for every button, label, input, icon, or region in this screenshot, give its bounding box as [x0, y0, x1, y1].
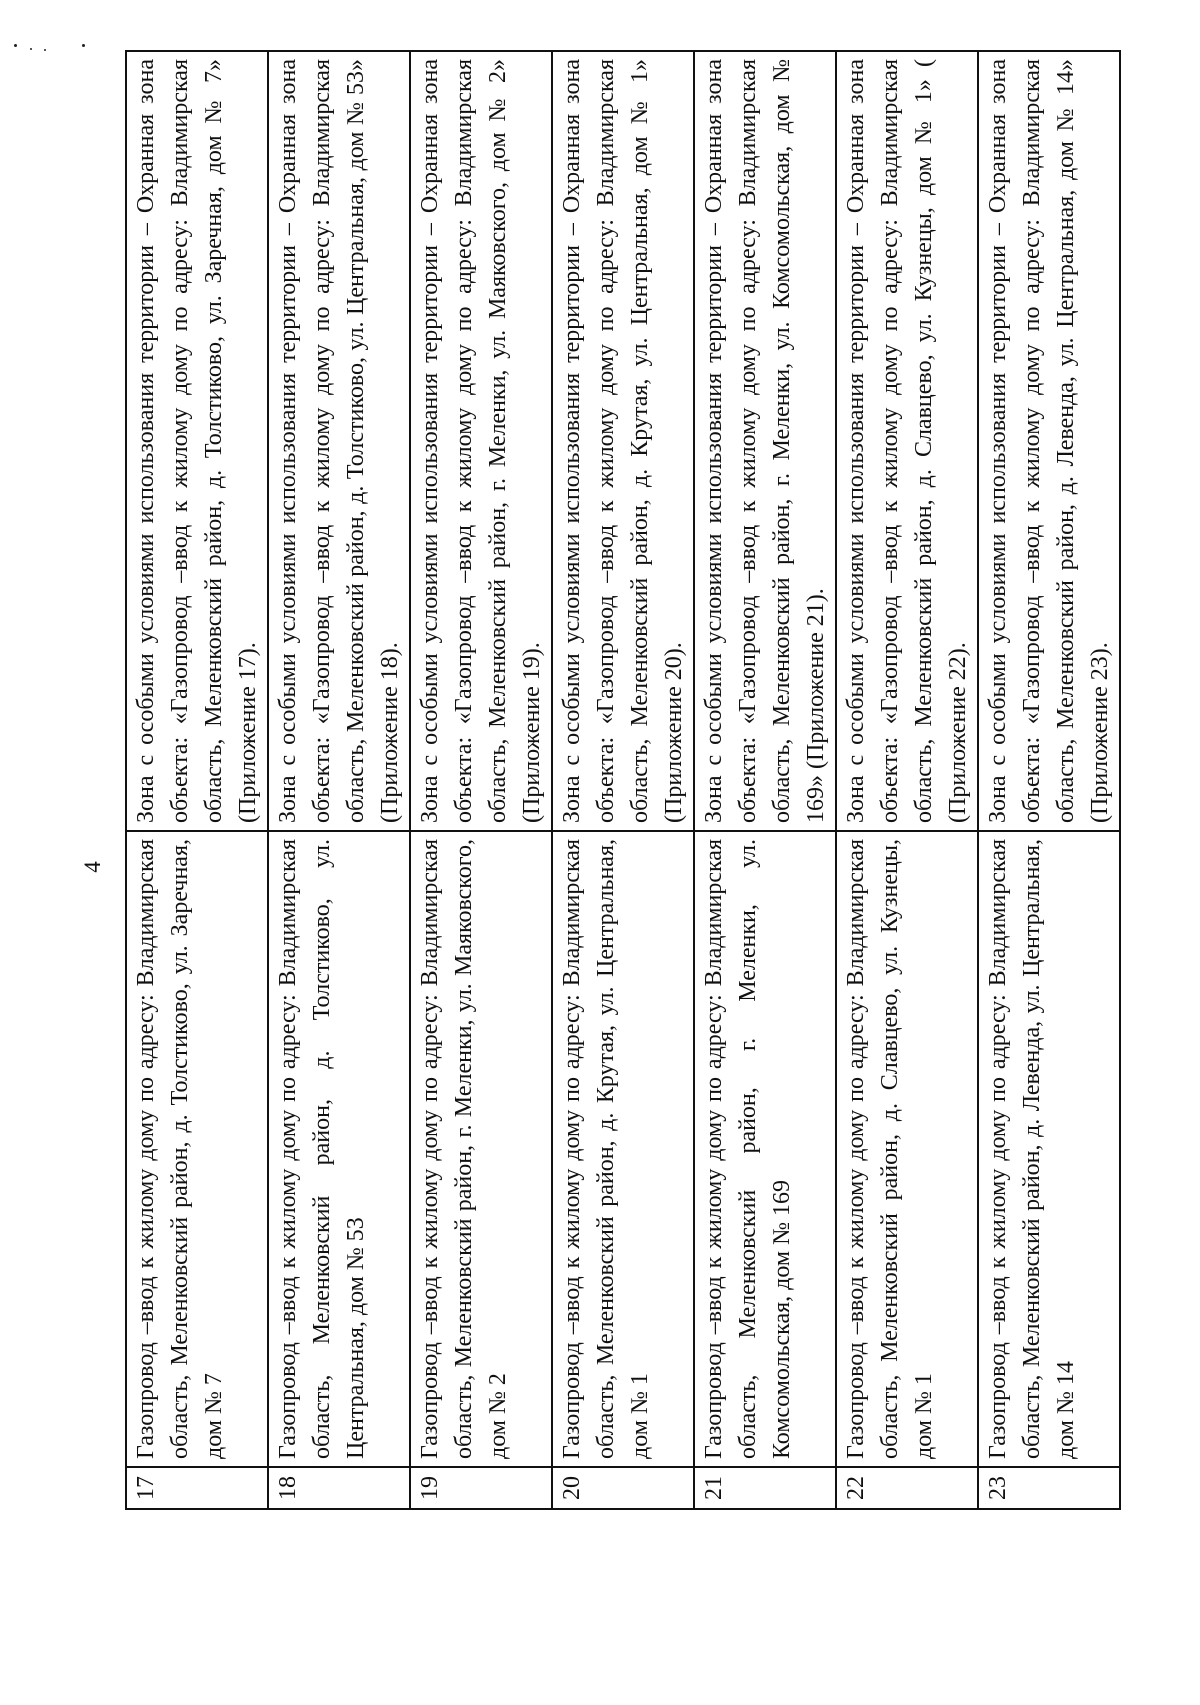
table-row	[694, 51, 836, 1509]
object-description: Газопровод –ввод к жилому дому по адресу: Владимирская область, Меленковский район, д. Левенда, ул. Центральная, дом № 14	[978, 831, 1120, 1467]
zone-description: Зона с особыми условиями использования территории – Охранная зона объекта: «Газопровод –ввод к жилому дому по адресу: Владимирская область, Меленковский район, д. Славцево, ул. Кузнецы, дом № 1» ( (Приложение 22).	[836, 51, 978, 831]
zone-description: Зона с особыми условиями использования территории – Охранная зона объекта: «Газопровод –ввод к жилому дому по адресу: Владимирская область, Меленковский район, д. Левенда, ул. Центральная, дом № 14» (Приложение 23).	[978, 51, 1120, 831]
scan-speck	[44, 49, 46, 51]
object-description: Газопровод –ввод к жилому дому по адресу: Владимирская область, Меленковский район, г. Меленки, ул. Маяковского, дом № 2	[410, 831, 552, 1467]
row-number: 22	[836, 1467, 978, 1509]
table-row	[410, 51, 552, 1509]
zone-description: Зона с особыми условиями использования территории – Охранная зона объекта: «Газопровод –ввод к жилому дому по адресу: Владимирская область, Меленковский район, д. Толстиково, ул. Заречная, дом № 7» (Приложение 17).	[126, 51, 268, 831]
scan-speck	[82, 44, 85, 47]
table-row	[836, 51, 978, 1509]
zone-description: Зона с особыми условиями использования территории – Охранная зона объекта: «Газопровод –ввод к жилому дому по адресу: Владимирская область, Меленковский район, д. Крутая, ул. Центральная, дом № 1» (Приложение 20).	[552, 51, 694, 831]
page-number: 4	[80, 861, 105, 873]
scan-speck	[30, 48, 32, 50]
rotated-content	[125, 50, 1113, 1510]
row-number: 21	[694, 1467, 836, 1509]
row-number: 20	[552, 1467, 694, 1509]
zone-description: Зона с особыми условиями использования территории – Охранная зона объекта: «Газопровод –ввод к жилому дому по адресу: Владимирская область, Меленковский район, д. Толстиково, ул. Центральная, дом № 53» (Приложение 18).	[268, 51, 410, 831]
zone-description: Зона с особыми условиями использования территории – Охранная зона объекта: «Газопровод –ввод к жилому дому по адресу: Владимирская область, Меленковский район, г. Меленки, ул. Комсомольская, дом № 169» (Приложение 21).	[694, 51, 836, 831]
scan-speck	[14, 44, 17, 47]
table-row	[978, 51, 1120, 1509]
objects-table	[125, 50, 1121, 1510]
zone-description: Зона с особыми условиями использования территории – Охранная зона объекта: «Газопровод –ввод к жилому дому по адресу: Владимирская область, Меленковский район, г. Меленки, ул. Маяковского, дом № 2» (Приложение 19).	[410, 51, 552, 831]
document-page	[125, 50, 1113, 1510]
row-number: 17	[126, 1467, 268, 1509]
object-description: Газопровод –ввод к жилому дому по адресу: Владимирская область, Меленковский район, д. Крутая, ул. Центральная, дом № 1	[552, 831, 694, 1467]
row-number: 19	[410, 1467, 552, 1509]
table-row	[126, 51, 268, 1509]
table-body	[126, 51, 1120, 1509]
object-description: Газопровод –ввод к жилому дому по адресу: Владимирская область, Меленковский район, д. Славцево, ул. Кузнецы, дом № 1	[836, 831, 978, 1467]
object-description: Газопровод –ввод к жилому дому по адресу: Владимирская область, Меленковский район, г. Меленки, ул. Комсомольская, дом № 169	[694, 831, 836, 1467]
object-description: Газопровод –ввод к жилому дому по адресу: Владимирская область, Меленковский район, д. Толстиково, ул. Заречная, дом № 7	[126, 831, 268, 1467]
table-row	[552, 51, 694, 1509]
row-number: 18	[268, 1467, 410, 1509]
row-number: 23	[978, 1467, 1120, 1509]
table-row	[268, 51, 410, 1509]
object-description: Газопровод –ввод к жилому дому по адресу: Владимирская область, Меленковский район, д. Толстиково, ул. Центральная, дом № 53	[268, 831, 410, 1467]
